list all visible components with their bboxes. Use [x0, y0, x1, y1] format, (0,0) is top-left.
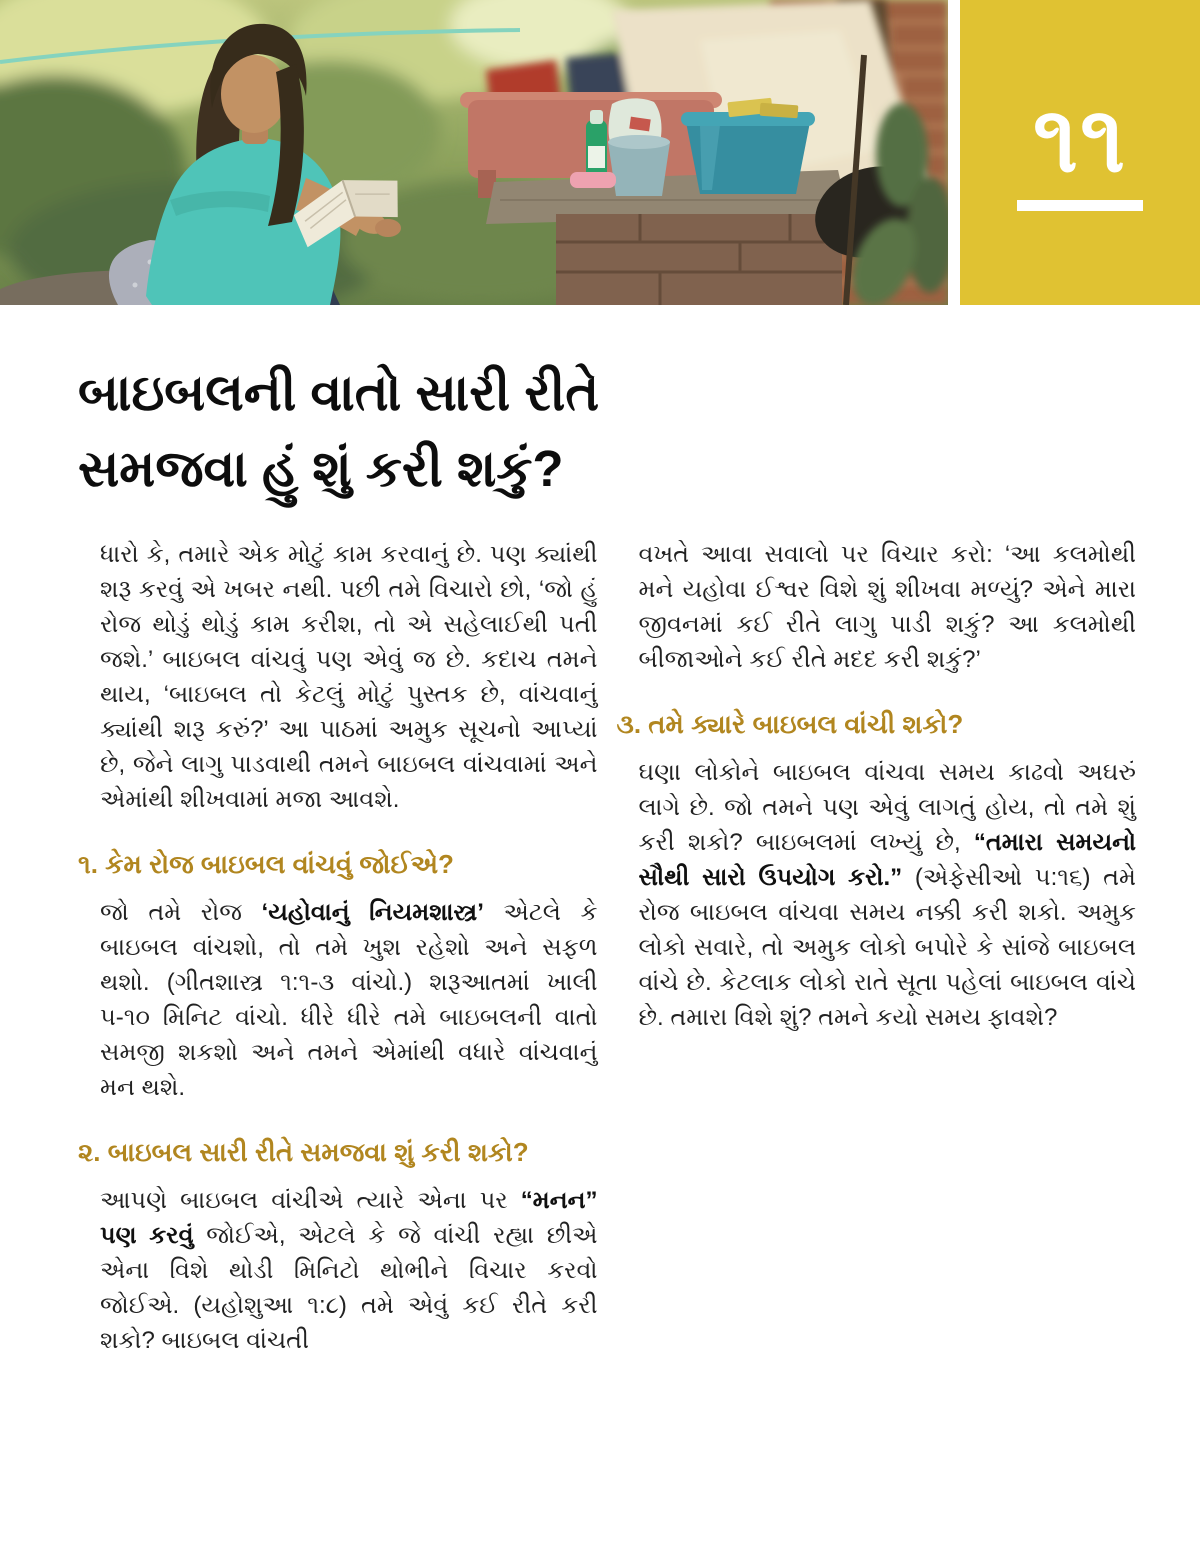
two-column-body — [78, 537, 1136, 1374]
lesson-number-underline — [1017, 200, 1143, 211]
section-1-paragraph — [78, 895, 598, 1105]
hero-header — [0, 0, 1200, 305]
lesson-number-box — [960, 0, 1200, 305]
section-3-heading: ૩. તમે ક્યારે બાઇબલ વાંચી શકો? — [616, 709, 964, 739]
section-3-paragraph — [617, 755, 1137, 1035]
section-3-text-b: (એફેસીઓ ૫:૧૬) તમે રોજ બાઇબલ વાંચવા સમય નક્કી કરી શકો. અમુક લોકો સવારે, તો અમુક લોકો બપોરે કે સાંજે બાઇબલ વાંચે છે. કેટલાક લોકો રાતે સૂતા પહેલાં બાઇબલ વાંચે છે. તમારા વિશે શું? તમને કયો સમય ફાવશે? — [638, 864, 1136, 1031]
section-2-continued-text: વખતે આવા સવાલો પર વિચાર કરો: ‘આ કલમોથી મને યહોવા ઈશ્વર વિશે શું શીખવા મળ્યું? એને મારા જીવનમાં કઈ રીતે લાગુ પાડી શકું? આ કલમોથી બીજાઓને કઈ રીતે મદદ કરી શકું?’ — [638, 541, 1136, 673]
section-2-text-a: આપણે બાઇબલ વાંચીએ ત્યારે એના પર — [100, 1187, 521, 1214]
page-title — [78, 355, 1136, 507]
section-2-bold-phrase: “મનન” પણ કરવું — [100, 1187, 598, 1249]
section-1-heading: ૧. કેમ રોજ બાઇબલ વાંચવું જોઈએ? — [78, 849, 454, 879]
section-2-paragraph-continued — [617, 537, 1137, 677]
lesson-photo-illustration — [0, 0, 948, 305]
section-3-bold-phrase: “તમારા સમયનો સૌથી સારો ઉપયોગ કરો.” — [638, 829, 1136, 891]
section-1-text-b: એટલે કે બાઇબલ વાંચશો, તો તમે ખુશ રહેશો અને સફળ થશો. (ગીતશાસ્ત્ર ૧:૧-૩ વાંચો.) શરૂઆતમાં ખાલી ૫-૧૦ મિનિટ વાંચો. ધીરે ધીરે તમે બાઇબલની વાતો સમજી શકશો અને તમને એમાંથી વધારે વાંચવાનું મન થશે. — [100, 899, 598, 1101]
page-title-line-1: બાઇબલની વાતો સારી રીતે — [78, 364, 600, 421]
left-column — [78, 537, 598, 1374]
intro-text: ધારો કે, તમારે એક મોટું કામ કરવાનું છે. પણ ક્યાંથી શરૂ કરવું એ ખબર નથી. પછી તમે વિચારો છો, ‘જો હું રોજ થોડું થોડું કામ કરીશ, તો એ સહેલાઈથી પતી જશે.’ બાઇબલ વાંચવું પણ એવું જ છે. કદાચ તમને થાય, ‘બાઇબલ તો કેટલું મોટું પુસ્તક છે, વાંચવાનું ક્યાંથી શરૂ કરું?’ આ પાઠમાં અમુક સૂચનો આપ્યાં છે, જેને લાગુ પાડવાથી તમને બાઇબલ વાંચવામાં અને એમાંથી શીખવામાં મજા આવશે. — [100, 541, 598, 813]
section-1-text-a: જો તમે રોજ — [100, 899, 262, 926]
right-column — [617, 537, 1137, 1051]
section-1-bold-phrase: ‘યહોવાનું નિયમશાસ્ત્ર’ — [261, 899, 484, 926]
page-title-line-2: સમજવા હું શું કરી શકું? — [78, 440, 564, 497]
section-3-text-a: ઘણા લોકોને બાઇબલ વાંચવા સમય કાઢવો અઘરું લાગે છે. જો તમને પણ એવું લાગતું હોય, તો તમે શું કરી શકો? બાઇબલમાં લખ્યું છે, — [638, 759, 1136, 856]
section-2-paragraph — [78, 1183, 598, 1358]
lesson-photo — [0, 0, 948, 305]
lesson-number: ૧૧ — [1032, 89, 1128, 191]
intro-paragraph — [78, 537, 598, 817]
section-2-heading: ૨. બાઇબલ સારી રીતે સમજવા શું કરી શકો? — [78, 1137, 529, 1167]
section-2-text-b: જોઈએ, એટલે કે જે વાંચી રહ્યા છીએ એના વિશે થોડી મિનિટો થોભીને વિચાર કરવો જોઈએ. (યહોશુઆ ૧:૮) તમે એવું કઈ રીતે કરી શકો? બાઇબલ વાંચતી — [100, 1222, 598, 1354]
